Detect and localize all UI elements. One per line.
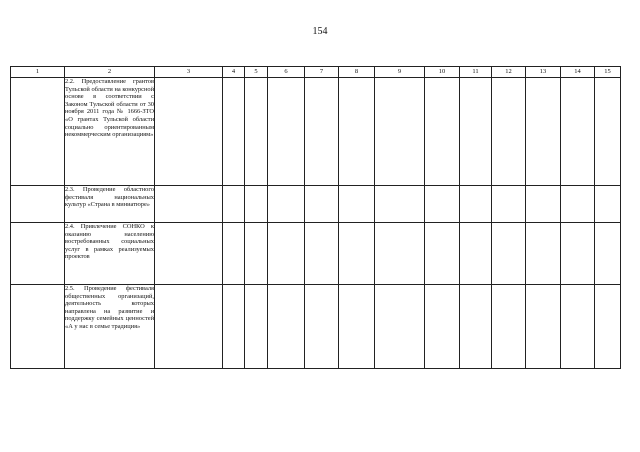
table-cell bbox=[245, 186, 268, 223]
table-cell bbox=[223, 223, 245, 285]
table-cell bbox=[460, 285, 492, 369]
table-cell bbox=[492, 223, 526, 285]
column-header: 12 bbox=[492, 67, 526, 78]
table-cell bbox=[11, 285, 65, 369]
table-cell bbox=[305, 223, 339, 285]
table-cell bbox=[305, 186, 339, 223]
table-cell bbox=[223, 78, 245, 186]
table-cell bbox=[595, 186, 621, 223]
table-cell bbox=[561, 78, 595, 186]
program-table bbox=[10, 66, 621, 369]
table-cell bbox=[561, 223, 595, 285]
table-cell bbox=[526, 285, 561, 369]
table-cell bbox=[155, 186, 223, 223]
table-cell bbox=[526, 78, 561, 186]
table-cell bbox=[305, 78, 339, 186]
table-cell bbox=[492, 78, 526, 186]
table-cell bbox=[595, 78, 621, 186]
table-row bbox=[11, 78, 621, 186]
table-cell bbox=[595, 223, 621, 285]
column-header: 1 bbox=[11, 67, 65, 78]
table-cell bbox=[339, 78, 375, 186]
column-header: 8 bbox=[339, 67, 375, 78]
table-cell bbox=[492, 186, 526, 223]
table-cell bbox=[339, 285, 375, 369]
table-cell bbox=[155, 78, 223, 186]
table-cell bbox=[460, 78, 492, 186]
column-header: 5 bbox=[245, 67, 268, 78]
column-header: 3 bbox=[155, 67, 223, 78]
table-cell bbox=[245, 223, 268, 285]
table-cell bbox=[492, 285, 526, 369]
table-cell bbox=[339, 186, 375, 223]
table-cell bbox=[425, 78, 460, 186]
header-row bbox=[11, 67, 621, 78]
table-row bbox=[11, 285, 621, 369]
column-header: 11 bbox=[460, 67, 492, 78]
table-cell bbox=[526, 223, 561, 285]
page-number: 154 bbox=[312, 26, 328, 37]
table-cell bbox=[11, 78, 65, 186]
activity-description: 2.4. Привлечение СОНКО к оказанию населению востребованных социальных услуг в рамках реализуемых проектов bbox=[65, 223, 155, 285]
column-header: 13 bbox=[526, 67, 561, 78]
table-cell bbox=[375, 223, 425, 285]
table-cell bbox=[11, 186, 65, 223]
table-cell bbox=[425, 285, 460, 369]
table-cell bbox=[460, 223, 492, 285]
column-header: 2 bbox=[65, 67, 155, 78]
activity-description: 2.3. Проведение областного фестиваля национальных культур «Страна в миниатюре» bbox=[65, 186, 155, 223]
table-cell bbox=[375, 186, 425, 223]
activity-description: 2.5. Проведение фестиваля общественных организаций, деятельность которых направлена на развитие и поддержку семейных ценностей «А у нас в семье традиция» bbox=[65, 285, 155, 369]
table-cell bbox=[460, 186, 492, 223]
table-cell bbox=[11, 223, 65, 285]
table-cell bbox=[155, 223, 223, 285]
column-header: 15 bbox=[595, 67, 621, 78]
table-cell bbox=[375, 285, 425, 369]
activity-description: 2.2. Предоставление грантов Тульской области на конкурсной основе в соответствии с Законом Тульской области от 30 ноября 2011 года № 1666-ЗТО «О грантах Тульской области социально ориентированным некоммерческим организациям» bbox=[65, 78, 155, 186]
column-header: 14 bbox=[561, 67, 595, 78]
table-cell bbox=[425, 186, 460, 223]
table-cell bbox=[526, 186, 561, 223]
table-cell bbox=[561, 186, 595, 223]
table-cell bbox=[223, 186, 245, 223]
table-cell bbox=[268, 223, 305, 285]
column-header: 10 bbox=[425, 67, 460, 78]
table-cell bbox=[268, 285, 305, 369]
table-row bbox=[11, 186, 621, 223]
table-cell bbox=[268, 186, 305, 223]
table-cell bbox=[223, 285, 245, 369]
table-cell bbox=[155, 285, 223, 369]
column-header: 6 bbox=[268, 67, 305, 78]
table-cell bbox=[375, 78, 425, 186]
table-cell bbox=[561, 285, 595, 369]
table-cell bbox=[339, 223, 375, 285]
table-cell bbox=[245, 285, 268, 369]
table-cell bbox=[245, 78, 268, 186]
column-header: 7 bbox=[305, 67, 339, 78]
table-cell bbox=[305, 285, 339, 369]
column-header: 4 bbox=[223, 67, 245, 78]
table-cell bbox=[595, 285, 621, 369]
table-row bbox=[11, 223, 621, 285]
column-header: 9 bbox=[375, 67, 425, 78]
table-cell bbox=[268, 78, 305, 186]
table-cell bbox=[425, 223, 460, 285]
